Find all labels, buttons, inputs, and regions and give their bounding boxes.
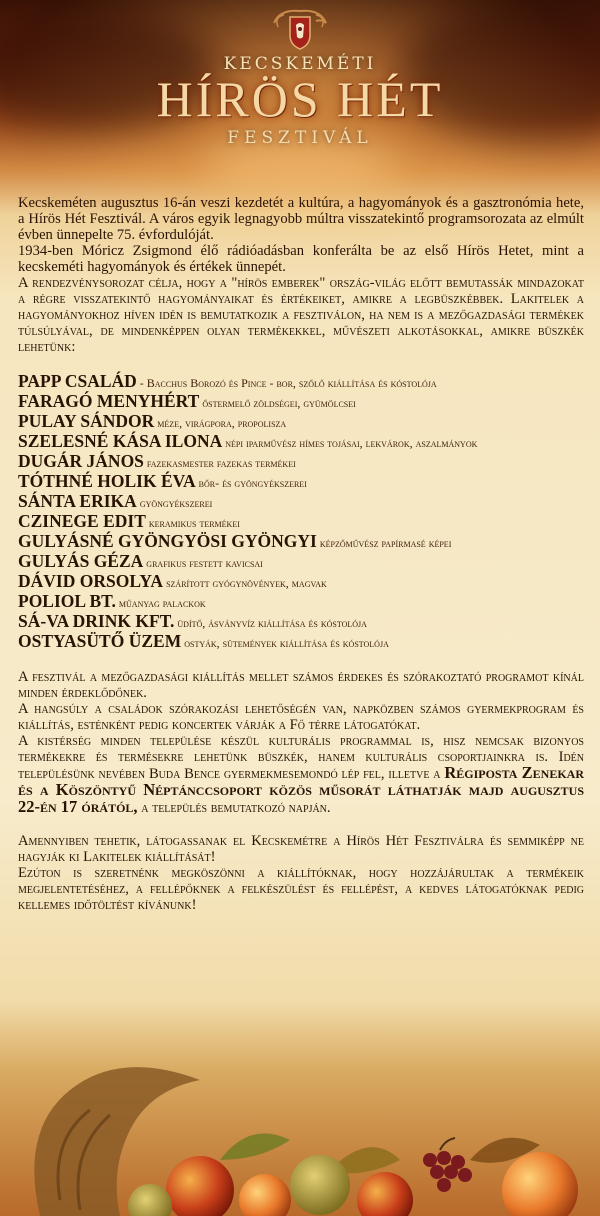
exhibitor-name: FARAGÓ MENYHÉRT xyxy=(18,391,200,411)
program-paragraph xyxy=(18,733,584,816)
exhibitor-item xyxy=(18,432,584,452)
intro-paragraph: 1934-ben Móricz Zsigmond élő rádióadásban konferálta be az első Hírös Hetet, mint a kecskeméti hagyományok és értékek ünnepét. xyxy=(18,243,584,275)
exhibitor-description: bőr- és gyöngyékszerei xyxy=(195,476,307,490)
exhibitor-item xyxy=(18,412,584,432)
exhibitor-description: üdítő, ásványvíz kiállítása és kóstolója xyxy=(174,616,367,630)
exhibitor-item xyxy=(18,472,584,492)
heraldic-shield-icon xyxy=(270,5,330,53)
exhibitor-name: DUGÁR JÁNOS xyxy=(18,451,144,471)
festival-subtitle: FESZTIVÁL xyxy=(227,128,373,148)
exhibitor-name: OSTYASÜTŐ ÜZEM xyxy=(18,631,182,651)
exhibitor-item xyxy=(18,512,584,532)
exhibitor-name: SZELESNÉ KÁSA ILONA xyxy=(18,431,223,451)
exhibitor-description: ostyák, sütemények kiállítása és kóstolója xyxy=(181,636,389,650)
exhibitor-description: - Bacchus Borozó és Pince - bor, szőlő kiállítása és kóstolója xyxy=(136,376,437,390)
exhibitor-name: PULAY SÁNDOR xyxy=(18,411,155,431)
highlighted-program: Régiposta Zenekar és a Köszöntyű Néptánccsoport közös műsorát láthatják majd augusztus 22-én 17 órától, xyxy=(18,763,585,816)
exhibitor-item xyxy=(18,552,584,572)
program-paragraph: A hangsúly a családok szórakozási lehetőségén van, napközben számos gyermekprogram és kiállítás, esténként pedig koncertek várják a Fő térre látogatókat. xyxy=(18,701,584,733)
festival-title: HÍRÖS HÉT xyxy=(156,71,444,127)
exhibitor-item xyxy=(18,372,584,392)
program-text: a település bemutatkozó napján. xyxy=(137,800,331,816)
exhibitor-item xyxy=(18,572,584,592)
exhibitor-item xyxy=(18,392,584,412)
exhibitor-name: GULYÁSNÉ GYÖNGYÖSI GYÖNGYI xyxy=(18,531,317,551)
article-body xyxy=(18,195,584,913)
exhibitor-name: GULYÁS GÉZA xyxy=(18,551,144,571)
exhibitor-description: őstermelő zöldségei, gyümölcsei xyxy=(199,396,356,410)
intro-paragraph: A rendezvénysorozat célja, hogy a "hírös emberek" ország-világ előtt bemutassák mindazokat a régre visszatekintő hagyományaikat és értékeiket, amikre a legbüszkébbek. Lakitelek a hagyományokhoz híven idén is bemutatkozik a fesztiválon, ha nem is a mezőgazdasági termékek túlsúlyával, de mindenképpen olyan termékekkel, művészeti alkotásokkal, amikre büszkék lehetünk: xyxy=(18,275,584,355)
exhibitor-name: SÁNTA ERIKA xyxy=(18,491,137,511)
intro-paragraph: Kecskeméten augusztus 16-án veszi kezdetét a kultúra, a hagyományok és a gasztronómia hete, a Hírös Hét Fesztivál. A város egyik legnagyobb múltra visszatekintő programsorozata az elmúlt évben ünnepelte 75. évfordulóját. xyxy=(18,195,584,243)
exhibitor-item xyxy=(18,592,584,612)
festival-title-top: KECSKEMÉTI xyxy=(223,54,377,74)
exhibitor-name: POLIOL BT. xyxy=(18,591,116,611)
program-paragraph: A fesztivál a mezőgazdasági kiállítás mellet számos érdekes és szórakoztató programot kínál minden érdeklődőnek. xyxy=(18,669,584,701)
closing-paragraph: Amennyiben tehetik, látogassanak el Kecskemétre a Hírös Hét Fesztiválra és semmiképp ne hagyják ki Lakitelek kiállítását! xyxy=(18,833,584,865)
exhibitor-description: grafikus festett kavicsai xyxy=(143,556,263,570)
exhibitor-item xyxy=(18,452,584,472)
exhibitor-name: PAPP CSALÁD xyxy=(18,371,137,391)
exhibitor-name: DÁVID ORSOLYA xyxy=(18,571,164,591)
exhibitor-item xyxy=(18,632,584,652)
exhibitor-item xyxy=(18,492,584,512)
cornucopia-harvest-illustration xyxy=(0,1010,600,1216)
exhibitor-description: fazekasmester fazekas termékei xyxy=(143,456,296,470)
exhibitor-description: gyöngyékszerei xyxy=(136,496,213,510)
exhibitor-description: képzőművész papírmasé képei xyxy=(316,536,452,550)
exhibitor-item xyxy=(18,532,584,552)
exhibitor-name: TÓTHNÉ HOLIK ÉVA xyxy=(18,471,196,491)
exhibitor-item xyxy=(18,612,584,632)
exhibitor-name: CZINEGE EDIT xyxy=(18,511,146,531)
exhibitor-description: szárított gyógynövények, magvak xyxy=(163,576,327,590)
closing-paragraph: Ezúton is szeretnénk megköszönni a kiállítóknak, hogy hozzájárultak a termékeik megjelentetéséhez, a fellépőknek a felkészülést és fellépést, a kedves látogatóknak pedig kellemes időtöltést kívánunk! xyxy=(18,865,584,913)
exhibitor-description: műanyag palackok xyxy=(115,596,206,610)
exhibitor-description: méze, virágpora, propolisza xyxy=(154,416,287,430)
exhibitor-name: SÁ-VA DRINK KFT. xyxy=(18,611,175,631)
exhibitor-description: keramikus termékei xyxy=(145,516,240,530)
exhibitor-list xyxy=(18,372,584,652)
program-text: A kistérség minden települése készül kulturális programmal is, hisz nemcsak bizonyos termékekre és termésekre lehetünk büszkék, hanem kulturális csoportjainkra is. Idén településünk nevében Buda Bence gyermekmesemondó lép fel, illetve a xyxy=(18,733,584,782)
exhibitor-description: népi iparművész hímes tojásai, lekvárok, aszalmányok xyxy=(222,436,478,450)
